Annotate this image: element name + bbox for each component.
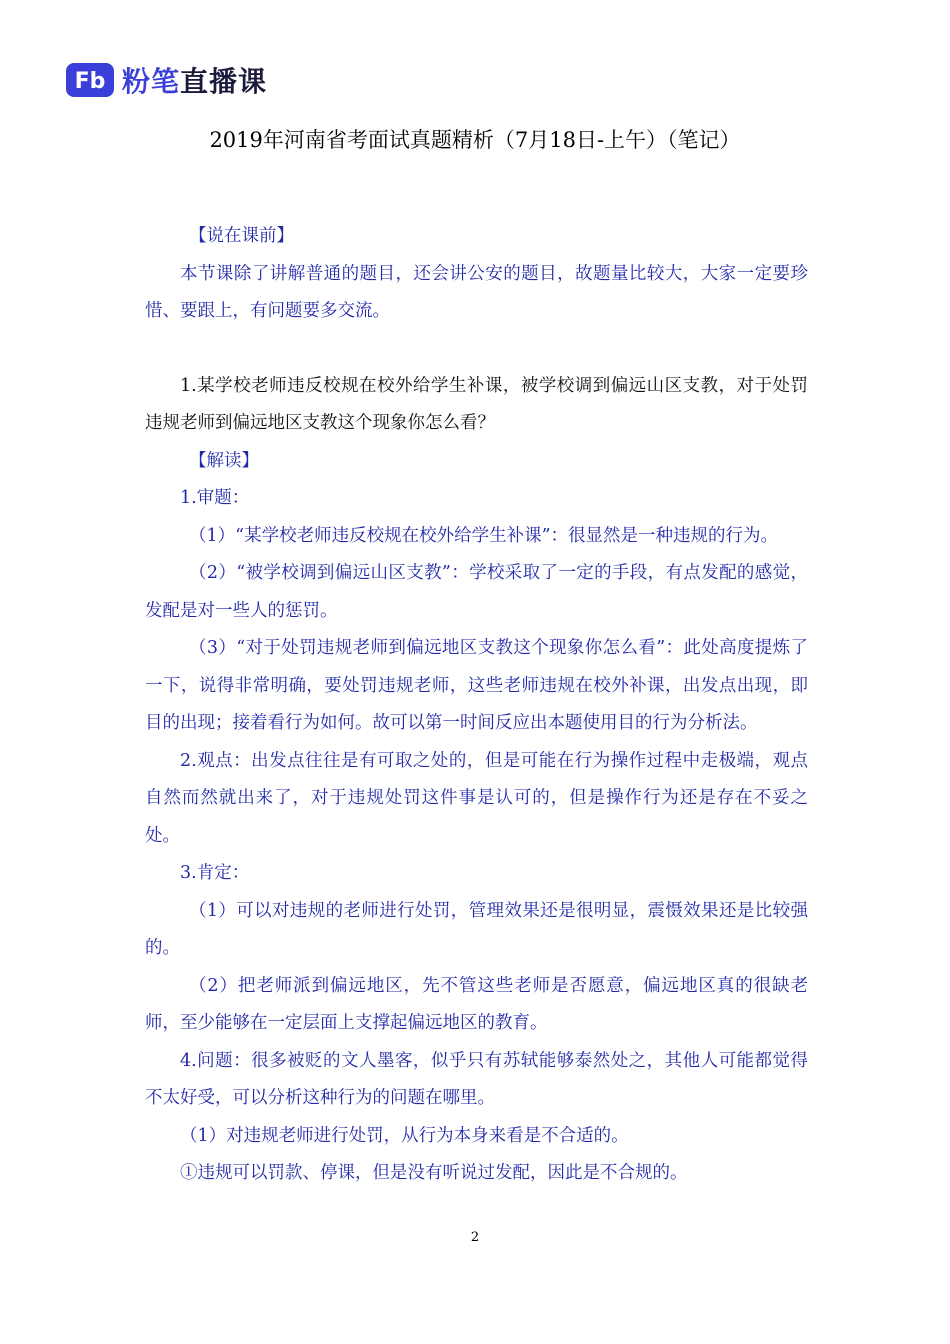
analysis-paragraph: 4.问题：很多被贬的文人墨客，似乎只有苏轼能够泰然处之，其他人可能都觉得不太好受，可以分析这种行为的问题在哪里。 xyxy=(145,1050,808,1108)
logo-brand-dark: 直播课 xyxy=(180,65,268,98)
section-gap xyxy=(145,331,808,368)
logo-text xyxy=(122,60,267,100)
analysis-paragraph: 2.观点：出发点往往是有可取之处的，但是可能在行为操作过程中走极端，观点自然而然就出来了，对于违规处罚这件事是认可的，但是操作行为还是存在不妥之处。 xyxy=(145,750,808,846)
question-text: 1.某学校老师违反校规在校外给学生补课，被学校调到偏远山区支教，对于处罚违规老师到偏远地区支教这个现象你怎么看？ xyxy=(145,375,808,433)
analysis-paragraph: （3）“对于处罚违规老师到偏远地区支教这个现象你怎么看”：此处高度提炼了一下，说得非常明确，要处罚违规老师，这些老师违规在校外补课，出发点出现，即目的出现；接着看行为如何。故可以第一时间反应出本题使用目的行为分析法。 xyxy=(145,638,808,733)
analysis-paragraph: （1）“某学校老师违反校规在校外给学生补课”：很显然是一种违规的行为。 xyxy=(189,525,779,546)
document-title: 2019年河南省考面试真题精析（7月18日-上午）（笔记） xyxy=(209,128,741,152)
analysis-paragraph: （2）把老师派到偏远地区，先不管这些老师是否愿意，偏远地区真的很缺老师，至少能够在一定层面上支撑起偏远地区的教育。 xyxy=(145,975,808,1033)
intro-heading: 【说在课前】 xyxy=(189,226,294,246)
analysis-heading: 【解读】 xyxy=(189,450,259,471)
fb-logo-icon xyxy=(66,63,114,97)
analysis-paragraph: （1）可以对违规的老师进行处罚，管理效果还是很明显，震慑效果还是比较强的。 xyxy=(145,900,808,958)
analysis-paragraph: 3.肯定： xyxy=(180,863,250,883)
analysis-paragraph: （2）“被学校调到偏远山区支教”：学校采取了一定的手段，有点发配的感觉，发配是对一些人的惩罚。 xyxy=(145,563,808,621)
logo-brand-blue: 粉笔 xyxy=(122,65,181,98)
logo xyxy=(66,60,267,100)
analysis-paragraph: 1.审题： xyxy=(180,488,250,508)
intro-text: 本节课除了讲解普通的题目，还会讲公安的题目，故题量比较大，大家一定要珍惜、要跟上，有问题要多交流。 xyxy=(145,263,808,321)
page-number: 2 xyxy=(470,1230,480,1245)
analysis-paragraph: ①违规可以罚款、停课，但是没有听说过发配，因此是不合规的。 xyxy=(180,1163,688,1183)
document-body xyxy=(145,218,808,1193)
analysis-paragraph: （1）对违规老师进行处罚，从行为本身来看是不合适的。 xyxy=(180,1125,629,1146)
logo-mark-text: Fb xyxy=(74,69,106,94)
